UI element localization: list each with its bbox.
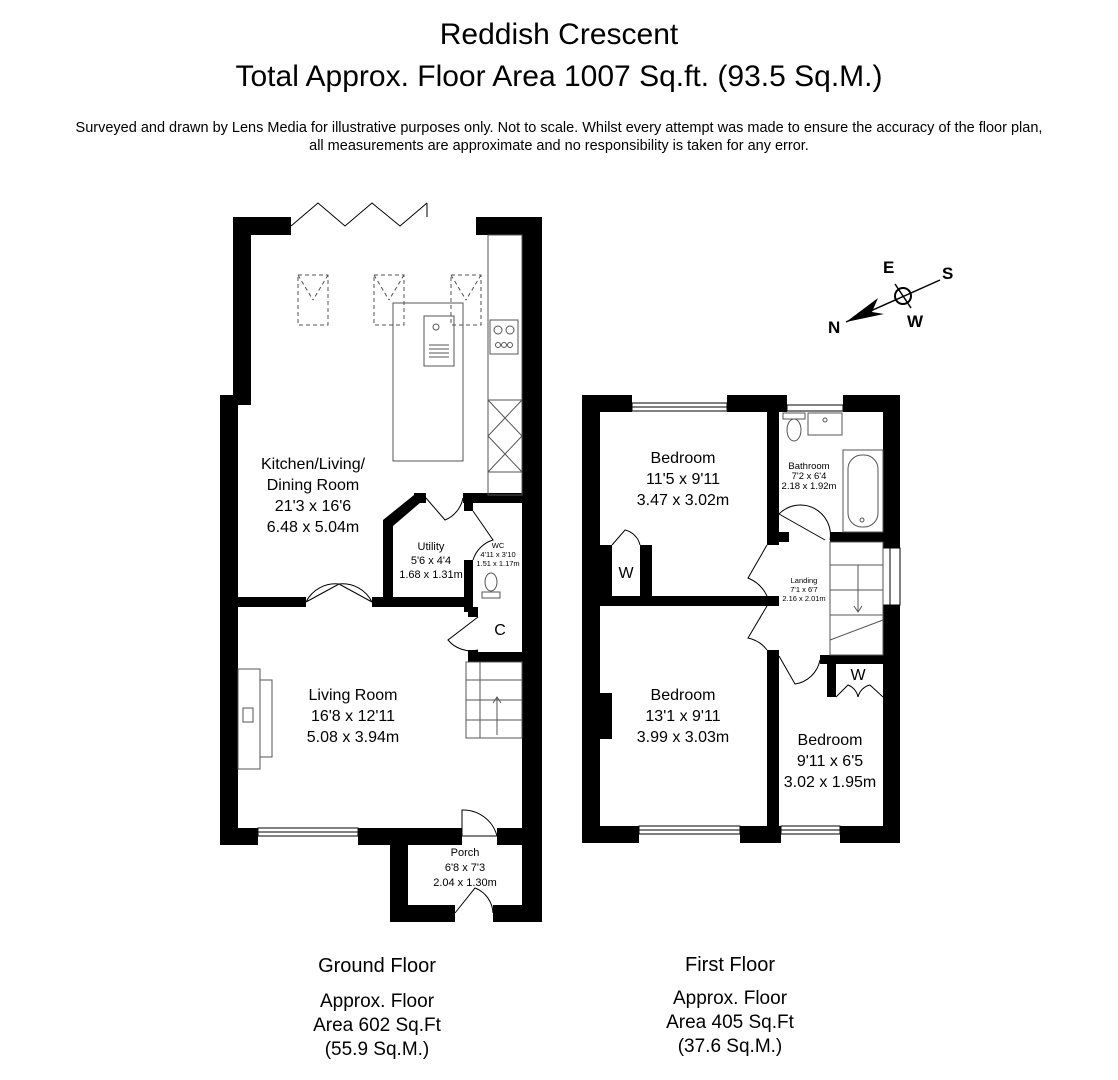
porch-imperial: 6'8 x 7'3 (444, 862, 486, 874)
ground-floor-area-1: Approx. Floor (319, 991, 435, 1012)
ground-floor-area-2: Area 602 Sq.Ft (313, 1015, 441, 1036)
ground-floor-name: Ground Floor (318, 955, 436, 977)
bedroom3-imperial: 9'11 x 6'5 (796, 753, 864, 770)
room-wc (472, 541, 524, 568)
compass-e-label: E (883, 258, 895, 277)
fireplace (238, 669, 272, 769)
compass-s-label: S (942, 264, 954, 283)
compass-w-label: W (907, 312, 924, 331)
landing-metric: 2.16 x 2.01m (782, 594, 826, 603)
wc-toilet (482, 573, 500, 598)
living-name: Living Room (308, 687, 398, 704)
kitchen-metric: 6.48 x 5.04m (266, 519, 360, 536)
room-porch (408, 846, 522, 891)
utility-name: Utility (417, 541, 445, 553)
landing-name: Landing (790, 576, 818, 585)
room-living (278, 685, 428, 748)
bedroom2-name: Bedroom (650, 687, 716, 704)
bifold-doors (291, 203, 427, 226)
first-floor-area-2: Area 405 Sq.Ft (666, 1012, 794, 1033)
first-floor-area-3: (37.6 Sq.M.) (677, 1036, 783, 1057)
room-bedroom-1 (603, 448, 763, 511)
bedroom1-name: Bedroom (650, 450, 716, 467)
bedroom3-metric: 3.02 x 1.95m (783, 774, 877, 791)
room-bedroom-2 (603, 685, 763, 748)
kitchen-name-line2: Dining Room (266, 477, 360, 494)
bedroom3-name: Bedroom (797, 732, 863, 749)
kitchen-units (393, 235, 522, 495)
cupboard-label: C (494, 622, 506, 639)
ground-floor-walls (220, 217, 542, 922)
room-bedroom-3 (776, 730, 884, 793)
disclaimer-line-2: all measurements are approximate and no responsibility is taken for any error. (309, 138, 809, 154)
kitchen-name-line1: Kitchen/Living/ (260, 456, 366, 473)
bedroom1-metric: 3.47 x 3.02m (636, 492, 730, 509)
first-stairs (830, 542, 883, 655)
bedroom2-metric: 3.99 x 3.03m (636, 729, 730, 746)
wardrobe-1-label: W (618, 565, 634, 582)
bathroom-metric: 2.18 x 1.92m (781, 481, 837, 492)
page-title: Reddish Crescent (439, 18, 679, 51)
first-floor-caption (630, 953, 830, 1059)
bedroom1-imperial: 11'5 x 9'11 (645, 471, 720, 488)
wc-name: WC (491, 541, 505, 550)
ground-floor-caption (277, 954, 477, 1062)
living-imperial: 16'8 x 12'11 (310, 708, 396, 725)
room-landing (779, 576, 829, 603)
ground-windows (258, 828, 358, 836)
first-floor-name: First Floor (685, 954, 775, 976)
compass-n-label: N (828, 318, 841, 337)
total-area-subtitle: Total Approx. Floor Area 1007 Sq.ft. (93.5 Sq.M.) (235, 60, 883, 93)
bedroom2-imperial: 13'1 x 9'11 (645, 708, 721, 725)
wardrobe-2-label: W (850, 667, 866, 684)
porch-name: Porch (450, 847, 480, 859)
living-metric: 5.08 x 3.94m (306, 729, 400, 746)
compass (846, 280, 940, 322)
bathroom-imperial: 7'2 x 6'4 (791, 471, 827, 482)
wc-metric: 1.51 x 1.17m (476, 559, 520, 568)
porch-metric: 2.04 x 1.30m (433, 877, 497, 889)
room-utility (392, 540, 470, 582)
bathroom-name: Bathroom (788, 461, 830, 472)
ground-stairs (466, 662, 522, 738)
ground-floor-area-3: (55.9 Sq.M.) (324, 1039, 430, 1060)
disclaimer-line-1: Surveyed and drawn by Lens Media for illustrative purposes only. Not to scale. Whilst every attempt was made to ensure the accuracy of the floor plan, (75, 120, 1043, 136)
utility-metric: 1.68 x 1.31m (399, 569, 463, 581)
room-bathroom (779, 462, 839, 492)
landing-imperial: 7'1 x 6'7 (790, 585, 818, 594)
first-floor-area-1: Approx. Floor (672, 988, 788, 1009)
kitchen-imperial: 21'3 x 16'6 (274, 498, 352, 515)
room-kitchen-living-dining (238, 454, 388, 538)
utility-imperial: 5'6 x 4'4 (410, 555, 452, 567)
wc-imperial: 4'11 x 3'10 (480, 550, 516, 559)
